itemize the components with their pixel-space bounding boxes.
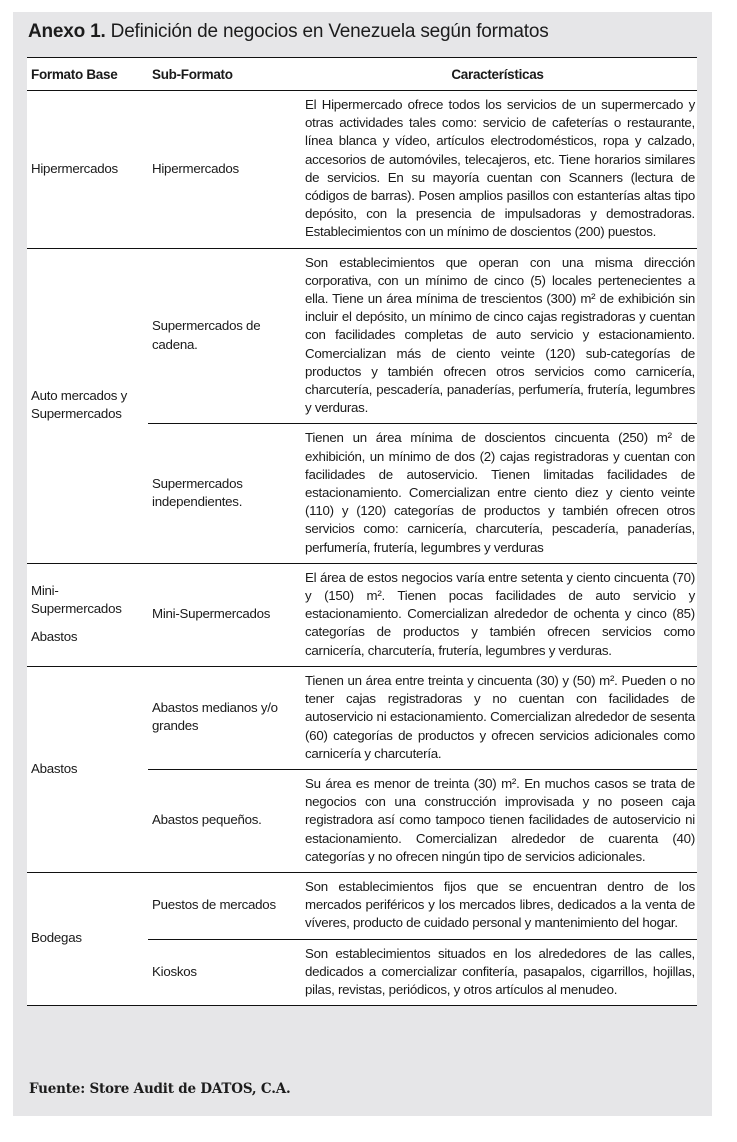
header-sub-formato: Sub-Formato (148, 58, 298, 91)
sub-format-cell: Supermercados de cadena. (148, 248, 298, 424)
sub-format-cell: Puestos de mercados (148, 872, 298, 939)
sub-format-cell: Abastos pequeños. (148, 769, 298, 872)
table-row (27, 248, 697, 424)
annex-title-text: Definición de negocios en Venezuela según formatos (105, 21, 549, 42)
characteristics-cell: El área de estos negocios varía entre setenta y ciento cincuenta (70) y (150) m². Tienen pocas facilidades de auto servicio y estacionamiento. Comercializan alrededor de ochenta y cinco (85) categorías de productos y también ofrecen servicios como carnicería, charcutería, frutería, legumbres y verduras. (298, 563, 697, 666)
characteristics-cell: Son establecimientos situados en los alrededores de las calles, dedicados a comercializar confitería, pasapalos, cigarrillos, hojillas, pilas, revistas, periódicos, y otros artículos al menudeo. (298, 939, 697, 1006)
sub-format-cell: Supermercados independientes. (148, 424, 298, 563)
characteristics-cell: Son establecimientos fijos que se encuentran dentro de los mercados periféricos y los mercados libres, dedicados a la venta de víveres, producto de cuidado personal y mantenimiento del hogar. (298, 872, 697, 939)
base-format-cell: Bodegas (27, 872, 148, 1005)
base-format-text: Auto mercados y Supermercados (31, 388, 128, 422)
table-header-row (27, 58, 697, 91)
sub-format-cell: Hipermercados (148, 91, 298, 249)
formats-table (27, 57, 697, 1006)
characteristics-cell: El Hipermercado ofrece todos los servicios de un supermercado y otras actividades tales como: servicio de cafeterías o restaurante, línea blanca y vídeo, artículos electrodomésticos, ropa y calzado, accesorios de automóviles, telecajeros, etc. Tiene horarios similares de servicios. En su mayoría cuentan con Scanners (lectura de códigos de barras). Posen amplios pasillos con estanterías altas tipo depósito, con la presencia de impulsadoras y demostradoras. Establecimientos con un mínimo de doscientos (200) puestos. (298, 91, 697, 249)
table-row (27, 872, 697, 939)
table-row (27, 563, 697, 666)
base-format-cell (27, 248, 148, 563)
sub-format-cell: Kioskos (148, 939, 298, 1006)
base-format-line: Mini- (31, 583, 59, 599)
header-caracteristicas: Características (298, 58, 697, 91)
header-formato-base: Formato Base (27, 58, 148, 91)
base-format-line: Supermercados (31, 601, 122, 617)
base-format-cell: Abastos (27, 666, 148, 872)
sub-format-cell: Abastos medianos y/o grandes (148, 666, 298, 769)
base-format-cell (27, 563, 148, 666)
characteristics-cell: Son establecimientos que operan con una misma dirección corporativa, con un mínimo de cinco (5) locales pertenecientes a ella. Tiene un área mínima de trescientos (300) m² de exhibición sin incluir el depósito, un mínimo de cinco cajas registradoras y cuentan con facilidades completas de auto servicio y estacionamiento. Comercializan más de ciento veinte (120) sub-categorías de productos y también ofrecen otros servicios como carnicería, charcutería, pescadería, panaderías, perfumería, frutería, legumbres y verduras. (298, 248, 697, 424)
base-format-cell: Hipermercados (27, 91, 148, 249)
table-row (27, 91, 697, 249)
characteristics-cell: Su área es menor de treinta (30) m². En muchos casos se trata de negocios con una construcción improvisada y no poseen caja registradora así como tampoco tienen facilidades de autoservicio ni estacionamiento. Comercializan alrededor de cuarenta (40) categorías y no ofrecen ningún tipo de servicios adicionales. (298, 769, 697, 872)
formats-table-container (27, 57, 697, 1006)
characteristics-cell: Tienen un área mínima de doscientos cincuenta (250) m² de exhibición, un mínimo de dos (2) cajas registradoras y cuentan con facilidades de autoservicio. Tienen limitadas facilidades de estacionamiento. Comercializan entre ciento diez y ciento veinte (110) y (120) categorías de productos y también ofrecen otros servicios como: carnicería, charcutería, pescadería, panaderías, perfumería, frutería, legumbres y verduras (298, 424, 697, 563)
table-row (27, 666, 697, 769)
source-note: Fuente: Store Audit de DATOS, C.A. (29, 1081, 291, 1097)
annex-panel (13, 12, 712, 1116)
characteristics-cell: Tienen un área entre treinta y cincuenta (30) y (50) m². Pueden o no tener cajas registradoras y no cuentan con facilidades de autoservicio ni estacionamiento. Comercializan alrededor de sesenta (60) categorías de productos y ofrecen servicios adicionales como carnicería y charcutería. (298, 666, 697, 769)
annex-number: Anexo 1. (28, 21, 106, 42)
annex-title (28, 21, 549, 43)
base-format-line: Abastos (31, 629, 78, 645)
sub-format-cell: Mini-Supermercados (148, 563, 298, 666)
